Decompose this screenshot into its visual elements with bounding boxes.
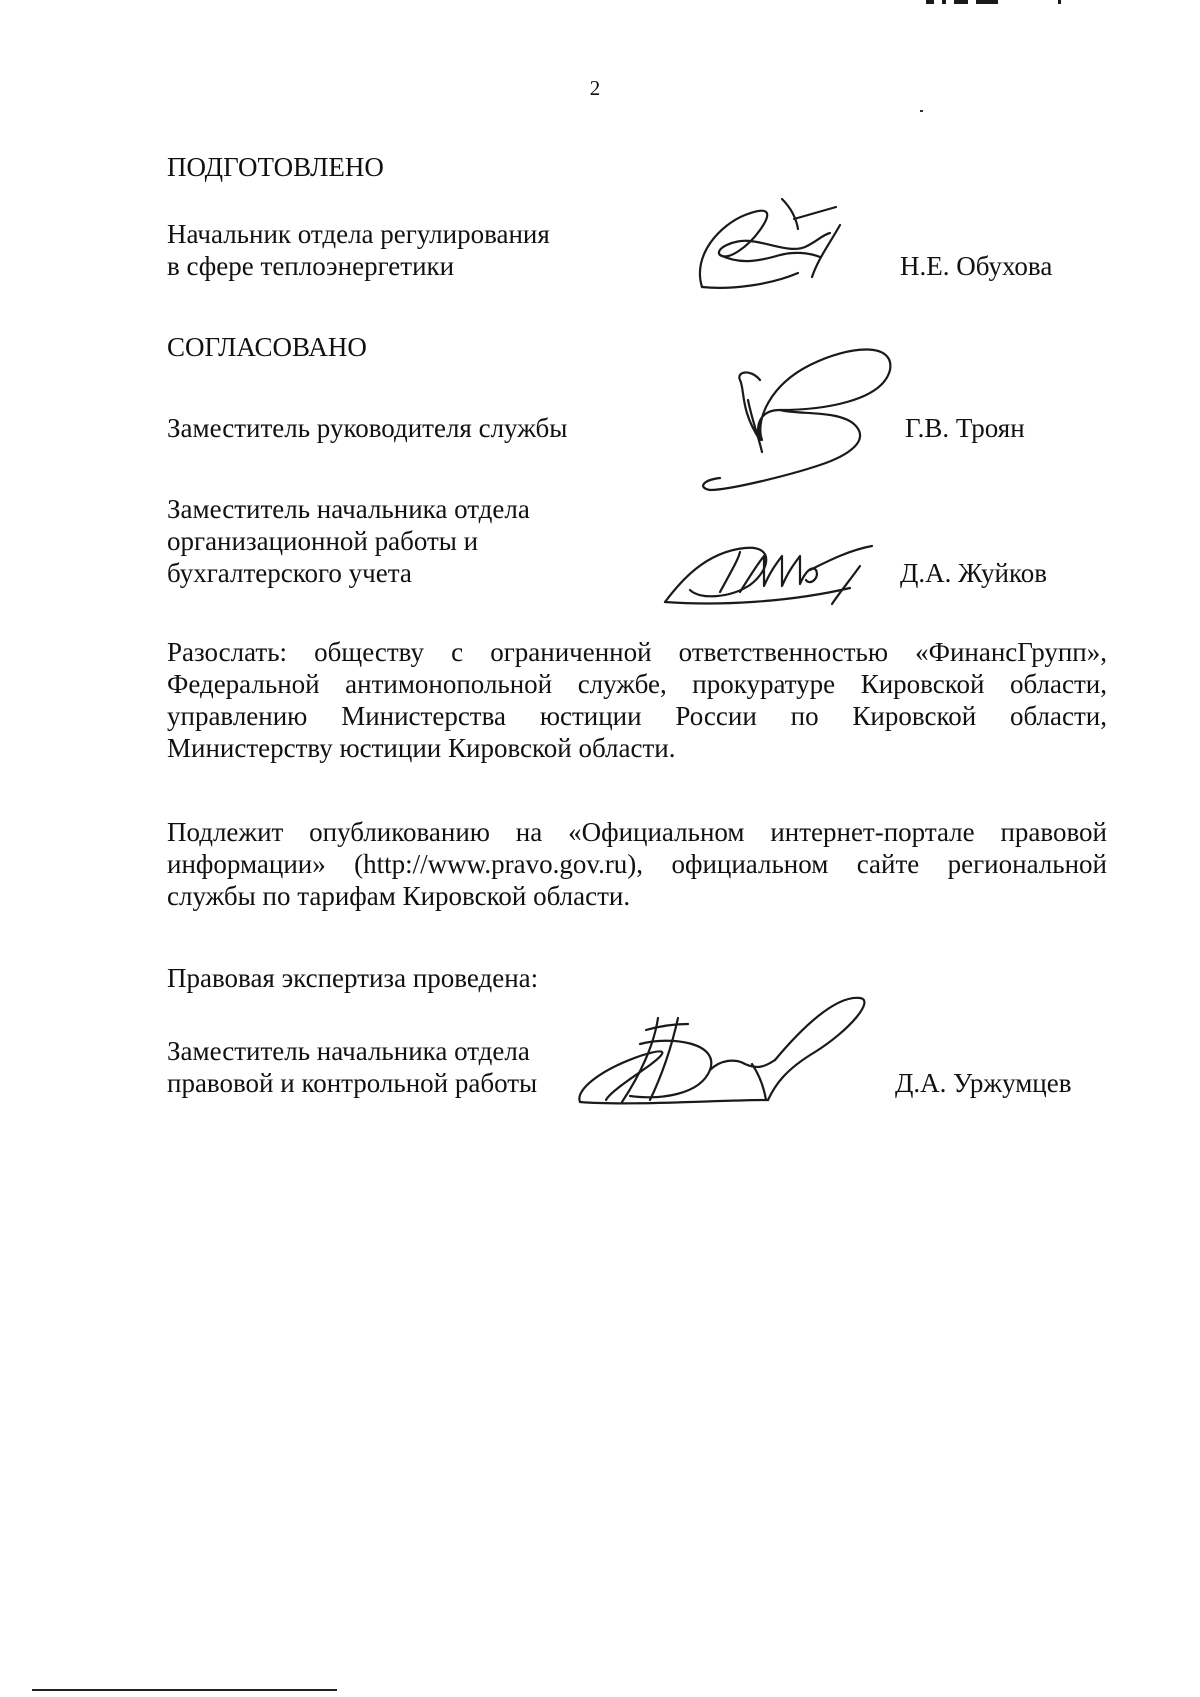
legal-review-name: Д.А. Уржумцев xyxy=(895,1068,1072,1098)
approved-heading: СОГЛАСОВАНО xyxy=(167,332,367,362)
legal-review-heading: Правовая экспертиза проведена: xyxy=(167,963,539,993)
approver2-position-line3: бухгалтерского учета xyxy=(167,558,412,588)
scan-speck xyxy=(920,110,923,112)
signature-troyan xyxy=(700,340,910,510)
publication-paragraph: Подлежит опубликованию на «Официальном интернет-портале правовой информации» (http://www.pravo.gov.ru), официальном сайте региональной службы по тарифам Кировской области. xyxy=(167,817,1107,911)
footer-rule xyxy=(32,1689,337,1691)
signature-obukhova xyxy=(690,195,860,295)
prepared-heading: ПОДГОТОВЛЕНО xyxy=(167,152,384,182)
prepared-position-line1: Начальник отдела регулирования xyxy=(167,219,550,249)
scan-artifact xyxy=(920,0,1070,6)
distribution-paragraph: Разослать: обществу с ограниченной ответственностью «ФинансГрупп», Федеральной антимонопольной службе, прокуратуре Кировской области, управлению Министерства юстиции России по Кировской области, Министерству юстиции Кировской области. xyxy=(167,637,1107,763)
legal-review-position-line1: Заместитель начальника отдела xyxy=(167,1036,530,1066)
prepared-name: Н.Е. Обухова xyxy=(900,251,1053,281)
approver2-position-line1: Заместитель начальника отдела xyxy=(167,494,530,524)
approver1-position-line1: Заместитель руководителя службы xyxy=(167,413,568,443)
approver2-position-line2: организационной работы и xyxy=(167,526,479,556)
approver2-name: Д.А. Жуйков xyxy=(900,558,1047,588)
signature-urzhumtsev xyxy=(570,990,870,1110)
approver1-name: Г.В. Троян xyxy=(905,413,1025,443)
legal-review-position-line2: правовой и контрольной работы xyxy=(167,1068,538,1098)
prepared-position-line2: в сфере теплоэнергетики xyxy=(167,251,455,281)
page-number: 2 xyxy=(589,76,601,100)
signature-zhuykov xyxy=(660,530,880,610)
